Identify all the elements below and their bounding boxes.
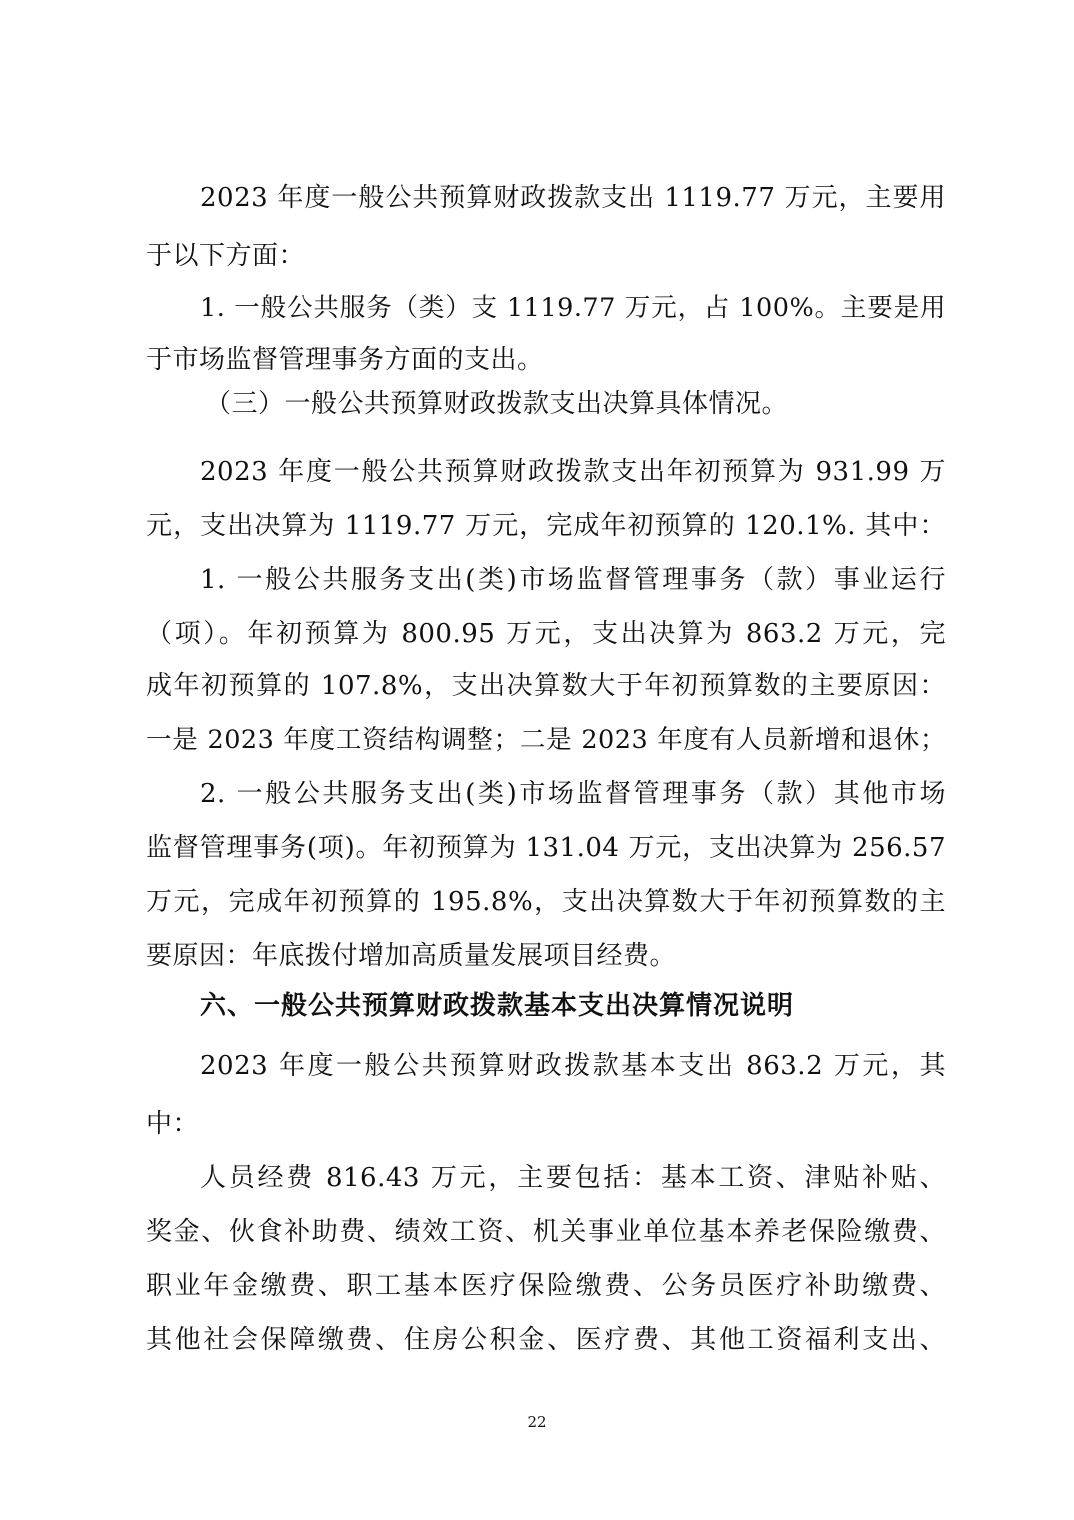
paragraph-line: 于市场监督管理事务方面的支出。: [146, 345, 544, 375]
section-heading: 六、一般公共预算财政拨款基本支出决算情况说明: [200, 991, 795, 1021]
paragraph-line: 2. 一般公共服务支出(类)市场监督管理事务（款）其他市场: [200, 779, 946, 809]
paragraph-line: 2023 年度一般公共预算财政拨款支出年初预算为 931.99 万: [200, 457, 946, 487]
paragraph-line: 2023 年度一般公共预算财政拨款支出 1119.77 万元，主要用: [200, 183, 946, 213]
paragraph-line: （项）。年初预算为 800.95 万元，支出决算为 863.2 万元，完: [146, 619, 946, 649]
paragraph-line: 监督管理事务(项)。年初预算为 131.04 万元，支出决算为 256.57: [146, 833, 946, 863]
paragraph-line: 中：: [146, 1109, 200, 1139]
paragraph-line: 人员经费 816.43 万元，主要包括：基本工资、津贴补贴、: [200, 1163, 946, 1193]
paragraph-line: 其他社会保障缴费、住房公积金、医疗费、其他工资福利支出、: [146, 1325, 946, 1355]
paragraph-line: 1. 一般公共服务支出(类)市场监督管理事务（款）事业运行: [200, 565, 946, 595]
page-number: 22: [527, 1413, 547, 1431]
paragraph-line: 奖金、伙食补助费、绩效工资、机关事业单位基本养老保险缴费、: [146, 1217, 946, 1247]
paragraph-line: 成年初预算的 107.8%，支出决算数大于年初预算数的主要原因：: [146, 671, 946, 701]
paragraph-line: 职业年金缴费、职工基本医疗保险缴费、公务员医疗补助缴费、: [146, 1271, 946, 1301]
section-subheading: （三）一般公共预算财政拨款支出决算具体情况。: [205, 389, 789, 419]
paragraph-line: 一是 2023 年度工资结构调整；二是 2023 年度有人员新增和退休；: [146, 725, 946, 755]
paragraph-line: 1. 一般公共服务（类）支 1119.77 万元，占 100%。主要是用: [200, 293, 946, 323]
paragraph-line: 2023 年度一般公共预算财政拨款基本支出 863.2 万元，其: [200, 1051, 946, 1081]
paragraph-line: 于以下方面：: [146, 241, 306, 271]
paragraph-line: 要原因：年底拨付增加高质量发展项目经费。: [146, 941, 677, 971]
paragraph-line: 元，支出决算为 1119.77 万元，完成年初预算的 120.1%. 其中：: [146, 511, 946, 541]
paragraph-line: 万元，完成年初预算的 195.8%，支出决算数大于年初预算数的主: [146, 887, 946, 917]
